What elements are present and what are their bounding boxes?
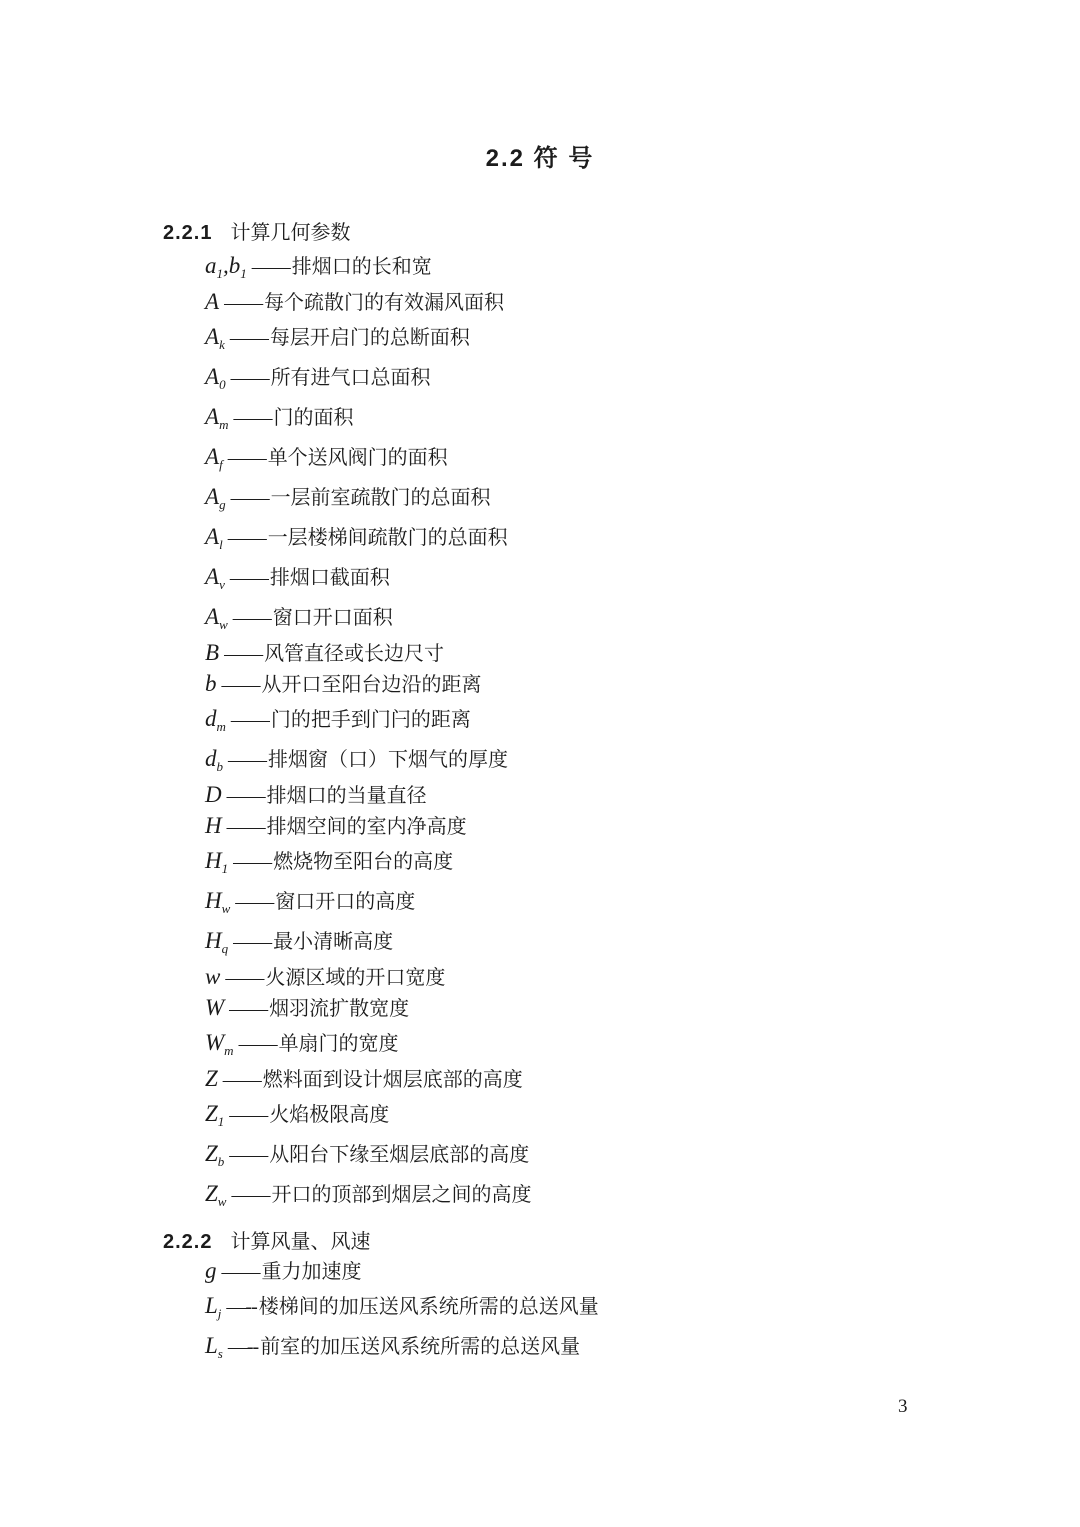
symbol (205, 1030, 234, 1058)
symbol-entry (205, 557, 531, 597)
symbol-base: B (205, 640, 220, 665)
symbol-base: g (205, 1258, 217, 1283)
symbol-list-geometry (205, 246, 531, 1214)
dash: —— (225, 967, 264, 989)
symbol (205, 289, 219, 314)
symbol-subscript: j (217, 1306, 222, 1321)
symbol-entry (205, 668, 531, 699)
symbol-entry (205, 810, 531, 841)
symbol-base: A (205, 444, 220, 469)
symbol-description: 单扇门的宽度 (278, 1033, 399, 1055)
symbol (205, 848, 229, 876)
dash: —— (229, 1104, 268, 1126)
symbol-subscript: 1 (240, 266, 247, 281)
dash: —— (226, 785, 265, 807)
symbol-description: 排烟窗（口）下烟气的厚度 (268, 749, 508, 771)
symbol (205, 706, 226, 734)
symbol-base: A (205, 324, 220, 349)
symbol-entry (205, 1286, 599, 1326)
symbol-entry (205, 1063, 531, 1094)
dash: —-- (226, 1296, 257, 1318)
symbol-description: 一层前室疏散门的总面积 (270, 487, 491, 509)
symbol (205, 364, 226, 392)
symbol-base: d (205, 706, 217, 731)
symbol (205, 1181, 227, 1209)
symbol-base: A (205, 289, 220, 314)
symbol-base: , (223, 253, 229, 278)
symbol-description: 最小清晰高度 (273, 931, 394, 953)
symbol (205, 604, 228, 632)
symbol-entry (205, 317, 531, 357)
symbol-base: Z (205, 1066, 218, 1091)
symbol-entry (205, 637, 531, 668)
dash: —— (221, 1261, 260, 1283)
symbol-description: 楼梯间的加压送风系统所需的总送风量 (258, 1296, 599, 1318)
symbol-base: H (205, 888, 222, 913)
symbol-entry (205, 779, 531, 810)
dash: —— (229, 1144, 268, 1166)
symbol-list-airflow (205, 1255, 599, 1366)
symbol-entry (205, 921, 531, 961)
symbol-subscript: m (216, 719, 226, 734)
symbol-base: D (205, 782, 222, 807)
symbol-entry (205, 961, 531, 992)
symbol-description: 火焰极限高度 (269, 1104, 390, 1126)
dash: —— (228, 749, 266, 771)
symbol-description: 从阳台下缘至烟层底部的高度 (269, 1144, 530, 1166)
section-label: 计算几何参数 (230, 222, 351, 244)
symbol-entry (205, 1094, 531, 1134)
dash: —— (233, 851, 272, 873)
section-number: 2.2.2 (163, 1231, 213, 1253)
symbol-entry (205, 739, 531, 779)
symbol-description: 烟羽流扩散宽度 (269, 998, 410, 1020)
symbol (205, 746, 223, 774)
dash: —— (224, 643, 263, 665)
symbol (205, 484, 226, 512)
symbol-entry (205, 1023, 531, 1063)
symbol-description: 燃烧物至阳台的高度 (273, 851, 454, 873)
dash: —— (227, 447, 266, 469)
dash: —— (222, 1069, 261, 1091)
symbol (205, 813, 222, 838)
symbol (205, 253, 247, 281)
symbol-description: 火源区域的开口宽度 (265, 967, 446, 989)
symbol-subscript: q (221, 941, 229, 956)
symbol-description: 开口的顶部到烟层之间的高度 (271, 1184, 532, 1206)
symbol-base: A (205, 364, 220, 389)
dash: —— (230, 709, 269, 731)
dash: —— (229, 998, 268, 1020)
symbol (205, 1066, 218, 1091)
dash: —— (233, 931, 272, 953)
symbol-description: 每层开启门的总断面积 (269, 327, 470, 349)
dash: —— (233, 407, 272, 429)
symbol (205, 782, 222, 807)
symbol (205, 1333, 223, 1361)
symbol-description: 窗口开口面积 (272, 607, 393, 629)
symbol-base: A (205, 604, 220, 629)
symbol-entry (205, 397, 531, 437)
symbol-subscript: 1 (217, 1114, 225, 1129)
symbol-base: d (205, 746, 217, 771)
symbol-base: Z (205, 1101, 218, 1126)
symbol (205, 524, 223, 552)
symbol-entry (205, 1134, 531, 1174)
symbol-entry (205, 1326, 599, 1366)
section-label: 计算风量、风速 (230, 1231, 371, 1253)
symbol-base: Z (205, 1181, 218, 1206)
symbol-entry (205, 841, 531, 881)
symbol-description: 门的把手到门闩的距离 (270, 709, 471, 731)
dash: —— (230, 367, 269, 389)
symbol (205, 671, 217, 696)
symbol (205, 964, 220, 989)
dash: —— (226, 816, 265, 838)
symbol-subscript: m (219, 417, 229, 432)
symbol-base: Z (205, 1141, 218, 1166)
page-title: 2.2 符 号 (485, 145, 595, 172)
section-heading-2-2-2 (163, 1225, 370, 1254)
dash: —— (221, 674, 260, 696)
symbol (205, 1258, 217, 1283)
symbol-description: 风管直径或长边尺寸 (264, 643, 445, 665)
symbol-entry (205, 357, 531, 397)
section-number: 2.2.1 (163, 222, 213, 244)
symbol (205, 995, 224, 1020)
symbol-entry (205, 477, 531, 517)
symbol-base: A (205, 524, 220, 549)
symbol-entry (205, 1255, 599, 1286)
symbol-description: 所有进气口总面积 (270, 367, 431, 389)
symbol-description: 燃料面到设计烟层底部的高度 (262, 1069, 523, 1091)
symbol-base: H (205, 848, 222, 873)
symbol-base: a (205, 253, 217, 278)
symbol-subscript: v (219, 577, 225, 592)
symbol-base: H (205, 928, 222, 953)
symbol-entry (205, 597, 531, 637)
symbol-base: W (205, 1030, 225, 1055)
page-number: 3 (898, 1396, 908, 1417)
dash: —— (227, 527, 266, 549)
symbol-base: w (205, 964, 221, 989)
dash: —— (238, 1033, 277, 1055)
symbol-subscript: b (216, 759, 223, 774)
dash: —— (229, 327, 268, 349)
symbol-base: L (205, 1333, 218, 1358)
symbol-subscript: w (221, 901, 231, 916)
symbol-base: b (228, 253, 241, 278)
symbol-description: 单个送风阀门的面积 (267, 447, 448, 469)
symbol-entry (205, 246, 531, 286)
symbol-base: L (205, 1293, 218, 1318)
symbol-subscript: 1 (216, 266, 223, 281)
symbol (205, 564, 225, 592)
dash: —— (230, 487, 269, 509)
symbol-base: A (205, 404, 220, 429)
symbol-subscript: w (217, 1194, 227, 1209)
symbol-subscript: f (219, 457, 223, 472)
symbol-entry (205, 517, 531, 557)
symbol (205, 640, 219, 665)
symbol-subscript: m (224, 1043, 234, 1058)
symbol-description: 排烟空间的室内净高度 (266, 816, 467, 838)
symbol (205, 928, 229, 956)
symbol-base: A (205, 564, 220, 589)
symbol-description: 排烟口的长和宽 (291, 256, 432, 278)
symbol-subscript: 1 (221, 861, 229, 876)
symbol (205, 1141, 225, 1169)
symbol-description: 每个疏散门的有效漏风面积 (264, 292, 505, 314)
symbol-description: 排烟口的当量直径 (266, 785, 427, 807)
dash: —— (231, 1184, 270, 1206)
symbol (205, 888, 231, 916)
symbol-subscript: k (219, 337, 225, 352)
symbol (205, 324, 225, 352)
symbol-description: 窗口开口的高度 (275, 891, 416, 913)
symbol-entry (205, 437, 531, 477)
dash: —— (232, 607, 271, 629)
symbol-description: 一层楼梯间疏散门的总面积 (267, 527, 508, 549)
dash: —— (224, 292, 263, 314)
dash: —-- (227, 1336, 259, 1358)
symbol-base: W (205, 995, 225, 1020)
symbol-description: 前室的加压送风系统所需的总送风量 (260, 1336, 581, 1358)
symbol-subscript: 0 (219, 377, 226, 392)
symbol-description: 排烟口截面积 (269, 567, 390, 589)
dash: —— (229, 567, 268, 589)
symbol-entry (205, 286, 531, 317)
symbol-entry (205, 1174, 531, 1214)
symbol-subscript: l (219, 537, 223, 552)
symbol (205, 1101, 225, 1129)
symbol (205, 404, 229, 432)
symbol-description: 门的面积 (273, 407, 354, 429)
symbol-entry (205, 881, 531, 921)
symbol-entry (205, 699, 531, 739)
symbol (205, 444, 223, 472)
symbol-subscript: w (219, 617, 228, 632)
symbol-subscript: b (217, 1154, 225, 1169)
symbol-subscript: s (217, 1346, 223, 1361)
symbol-entry (205, 992, 531, 1023)
dash: —— (235, 891, 274, 913)
symbol (205, 1293, 222, 1321)
symbol-base: A (205, 484, 220, 509)
symbol-description: 从开口至阳台边沿的距离 (261, 674, 482, 696)
symbol-base: H (205, 813, 222, 838)
dash: —— (251, 256, 290, 278)
symbol-description: 重力加速度 (261, 1261, 362, 1283)
symbol-subscript: g (219, 497, 226, 512)
symbol-base: b (205, 671, 217, 696)
section-heading-2-2-1 (163, 216, 350, 245)
